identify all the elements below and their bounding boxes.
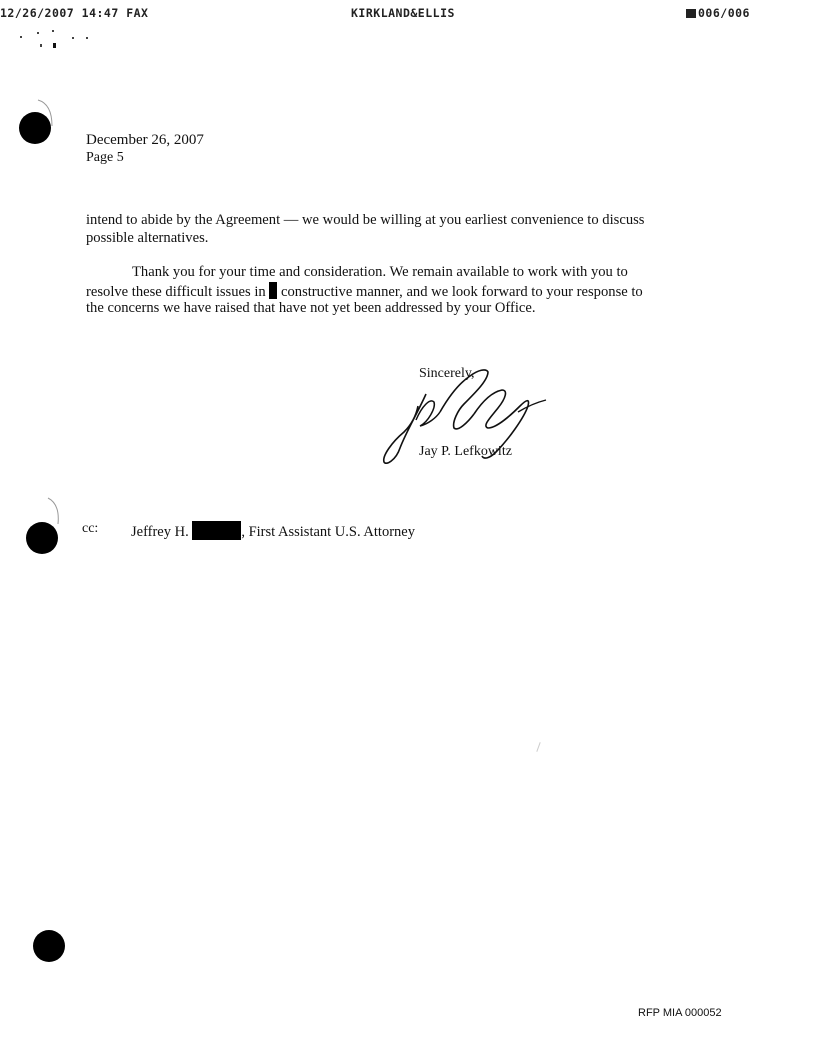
redaction-box (192, 521, 241, 540)
bates-number: RFP MIA 000052 (638, 1007, 722, 1019)
binder-hole-bottom (33, 930, 65, 962)
fax-firm-name: KIRKLAND&ELLIS (351, 6, 455, 20)
signer-name: Jay P. Lefkowitz (419, 444, 512, 459)
scan-speck (40, 44, 42, 47)
scan-speck (53, 43, 56, 48)
scan-speck (20, 36, 22, 38)
paragraph-2-line-2-start: resolve these difficult issues in (86, 284, 266, 300)
redaction-box (269, 282, 277, 299)
cc-recipient (131, 521, 415, 541)
scan-speck (72, 37, 74, 39)
paragraph-2-line-2-end: constructive manner, and we look forward to your response to (281, 284, 643, 300)
cc-recipient-title: , First Assistant U.S. Attorney (241, 524, 415, 540)
paper-curl-mark (46, 496, 64, 528)
paragraph-2-line-2 (86, 282, 643, 301)
scan-speck (536, 742, 540, 752)
paragraph-1-line-2: possible alternatives. (86, 230, 209, 246)
scan-speck (52, 30, 54, 32)
fax-icon (686, 9, 696, 18)
scan-speck (86, 37, 88, 39)
cc-recipient-name: Jeffrey H. (131, 524, 189, 540)
fax-page-count (686, 6, 750, 20)
paragraph-2-line-1: Thank you for your time and consideration. We remain available to work with you to (132, 264, 628, 280)
scan-speck (37, 32, 39, 34)
paragraph-1-line-1: intend to abide by the Agreement — we would be willing at you earliest convenience to discuss (86, 212, 645, 228)
letter-page-label: Page 5 (86, 150, 124, 165)
fax-page-number: 006/006 (698, 6, 750, 20)
paper-curl-mark (36, 98, 56, 130)
cc-label: cc: (82, 521, 99, 536)
closing-salutation: Sincerely, (419, 366, 475, 381)
paragraph-2-line-3: the concerns we have raised that have not yet been addressed by your Office. (86, 300, 536, 316)
letter-date: December 26, 2007 (86, 132, 204, 148)
fax-datetime: 12/26/2007 14:47 FAX (0, 6, 149, 20)
